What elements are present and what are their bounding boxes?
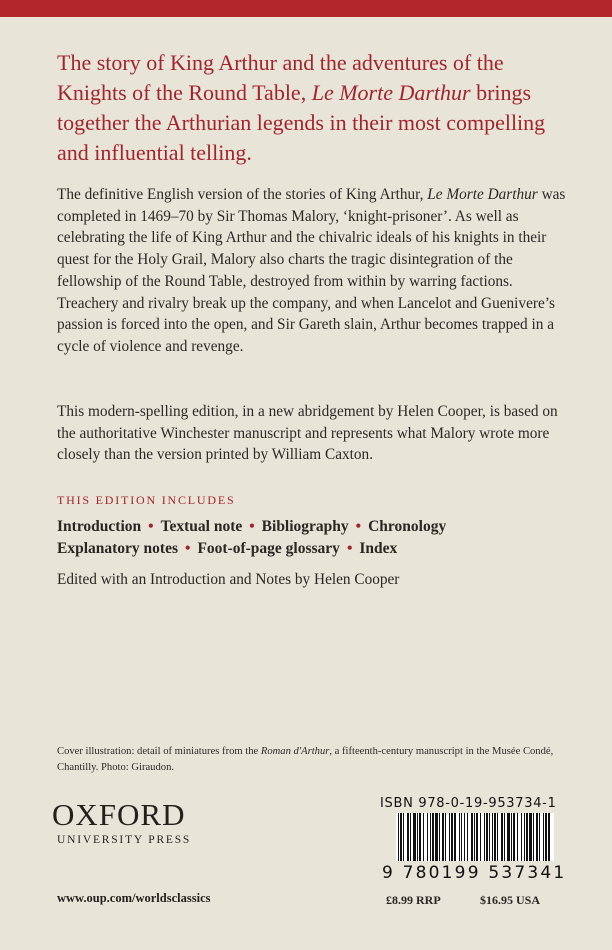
isbn-label: ISBN 978-0-19-953734-1 [380,796,557,811]
headline-blurb [57,48,557,168]
barcode-bar [398,813,399,861]
barcode-bar [533,813,534,861]
barcode-bar [504,813,505,861]
barcode-bar [484,813,485,861]
barcode-bar [536,813,538,861]
barcode-bar [410,813,411,861]
paragraph1-text-2: was completed in 1469–70 by Sir Thomas Malory, ‘knight-prisoner’. As well as celebrating the life of King Arthur and the chivalric ideals of his knights in their quest for the Holy Grail, Malory also charts the tragic disintegration of the fellowship of the Round Table, destroyed from within by warring factions. Treachery and rivalry break up the company, and when Lancelot and Guenivere’s passion is forced into the open, and Sir Gareth slain, Arthur becomes trapped in a cycle of violence and revenge. [57,186,566,355]
barcode-bar [548,813,550,861]
headline-text-1: The story of King Arthur and the adventures of the Knights of the Round Table, [57,50,504,105]
barcode-bar [517,813,518,861]
barcode-bar [449,813,450,861]
barcode-bar [521,813,522,861]
barcode-bar [494,813,496,861]
logo-oxford: OXFORD [52,797,186,832]
barcode-bars [396,813,554,861]
cover-text-1: Cover illustration: detail of miniatures from the [57,746,261,757]
barcode-bar [459,813,460,861]
barcode-bar [524,813,525,861]
barcode-bar [501,813,503,861]
barcode-bar [413,813,416,861]
barcode-bar [464,813,465,861]
barcode-bar [543,813,544,861]
barcode-bar [480,813,481,861]
barcode-number: 9 780199 537341 [382,863,567,883]
headline-book-title: Le Morte Darthur [311,80,471,105]
publisher-logo [52,799,191,846]
barcode-bar [486,813,488,861]
barcode-bar [461,813,462,861]
barcode-bar [432,813,434,861]
barcode-bar [511,813,512,861]
logo-university-press: UNIVERSITY PRESS [57,834,192,846]
barcode-bar [454,813,456,861]
includes-heading: THIS EDITION INCLUDES [57,493,236,507]
description-paragraph-2: This modern-spelling edition, in a new abridgement by Helen Cooper, is based on the authoritative Winchester manuscript and represents what Malory wrote more closely than the version printed by William Caxton. [57,403,558,464]
barcode-bar [492,813,493,861]
barcode-bar [513,813,515,861]
barcode-bar [489,813,490,861]
price-usd: $16.95 USA [480,893,541,907]
cover-source-title: Roman d'Arthur [260,746,330,757]
barcode [396,813,554,861]
include-item: Bibliography [261,518,349,535]
barcode-bar [430,813,431,861]
barcode-bar [476,813,478,861]
bullet-dot: • [346,540,353,557]
include-item: Explanatory notes [57,540,178,557]
barcode-bar [529,813,532,861]
barcode-bar [539,813,540,861]
barcode-bar [419,813,421,861]
include-item: Chronology [368,518,447,535]
price-gbp: £8.99 RRP [386,893,441,907]
bullet-dot: • [185,540,191,557]
paragraph1-book-title: Le Morte Darthur [427,186,538,203]
include-item: Index [359,540,398,557]
paragraph1-text-1: The definitive English version of the stories of King Arthur, [57,186,428,203]
bullet-dot: • [148,518,154,535]
barcode-bar [407,813,409,861]
barcode-bar [507,813,510,861]
barcode-bar [427,813,428,861]
barcode-bar [439,813,440,861]
barcode-bar [400,813,402,861]
top-red-band [0,0,612,17]
barcode-bar [471,813,473,861]
barcode-bar [442,813,444,861]
barcode-bar [417,813,418,861]
include-item: Foot-of-page glossary [197,540,340,557]
barcode-bar [497,813,498,861]
barcode-bar [467,813,468,861]
editor-credit: Edited with an Introduction and Notes by Helen Cooper [57,571,400,588]
barcode-bar [403,813,404,861]
barcode-bar [435,813,438,861]
barcode-bar [545,813,547,861]
bullet-dot: • [249,518,255,535]
headline-text-2: brings together the Arthurian legends in their most compelling and influential telling. [57,80,546,165]
bullet-dot: • [355,518,362,535]
barcode-bar [423,813,424,861]
cover-illustration-credit [57,744,577,776]
barcode-bar [451,813,453,861]
cover-text-2: , a fifteenth-century manuscript in the Musée Condé, Chantilly. Photo: Giraudon. [57,746,554,773]
include-item: Introduction [57,518,142,535]
include-item: Textual note [160,518,243,535]
description-paragraph-1 [57,184,567,358]
barcode-bar [474,813,475,861]
website-url: www.oup.com/worldsclassics [57,891,211,905]
includes-row-2 [57,540,577,558]
barcode-bar [526,813,528,861]
includes-row-1 [57,518,577,536]
barcode-bar [445,813,446,861]
